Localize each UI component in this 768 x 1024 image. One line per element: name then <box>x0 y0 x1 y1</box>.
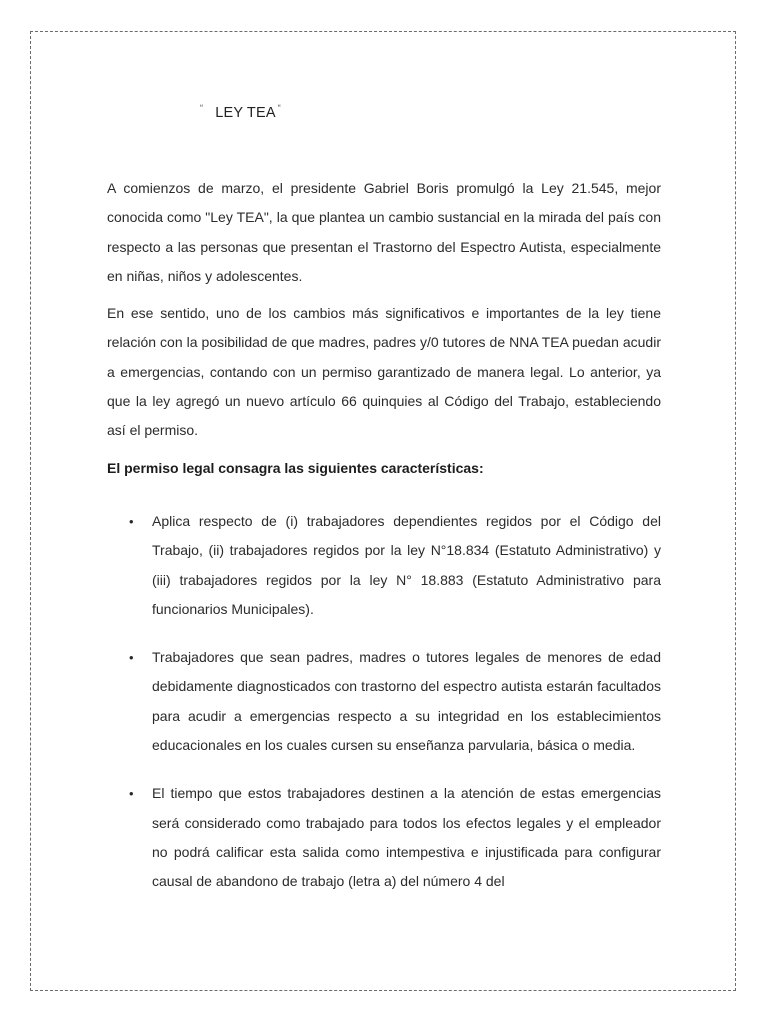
section-heading: El permiso legal consagra las siguientes características: <box>107 459 484 476</box>
list-item <box>129 507 661 624</box>
title-close-quote: “ <box>277 103 281 113</box>
list-item-text: Aplica respecto de (i) trabajadores dependientes regidos por el Código del Trabajo, (ii) trabajadores regidos por la ley N°18.834 (Estatuto Administrativo) y (iii) trabajadores regidos por la ley N° 18.883 (Estatuto Administrativo para funcionarios Municipales). <box>152 512 661 617</box>
bullet-icon: • <box>129 786 134 802</box>
list-item <box>129 643 661 760</box>
characteristics-list <box>107 507 661 897</box>
document-title <box>200 103 281 121</box>
paragraph-intro: A comienzos de marzo, el presidente Gabriel Boris promulgó la Ley 21.545, mejor conocida como "Ley TEA", la que plantea un cambio sustancial en la mirada del país con respecto a las personas que presentan el Trastorno del Espectro Autista, especialmente en niñas, niños y adolescentes. <box>107 180 661 284</box>
document-body <box>107 174 661 916</box>
bullet-icon: • <box>129 650 134 666</box>
bullet-icon: • <box>129 513 134 529</box>
paragraph-permiso: En ese sentido, uno de los cambios más significativos e importantes de la ley tiene relación con la posibilidad de que madres, padres y/0 tutores de NNA TEA puedan acudir a emergencias, contando con un permiso garantizado de manera legal. Lo anterior, ya que la ley agregó un nuevo artículo 66 quinquies al Código del Trabajo, estableciendo así el permiso. <box>107 305 661 439</box>
title-open-quote: “ <box>200 103 204 113</box>
list-item-text: El tiempo que estos trabajadores destinen a la atención de estas emergencias será considerado como trabajado para todos los efectos legales y el empleador no podrá calificar esta salida como intempestiva e injustificada para configurar causal de abandono de trabajo (letra a) del número 4 del <box>152 785 661 890</box>
list-item-text: Trabajadores que sean padres, madres o tutores legales de menores de edad debidamente diagnosticados con trastorno del espectro autista estarán facultados para acudir a emergencias respecto a su integridad en los establecimientos educacionales en los cuales cursen su enseñanza parvularia, básica o media. <box>152 649 661 754</box>
list-item <box>129 779 661 896</box>
title-text: LEY TEA <box>215 105 276 121</box>
